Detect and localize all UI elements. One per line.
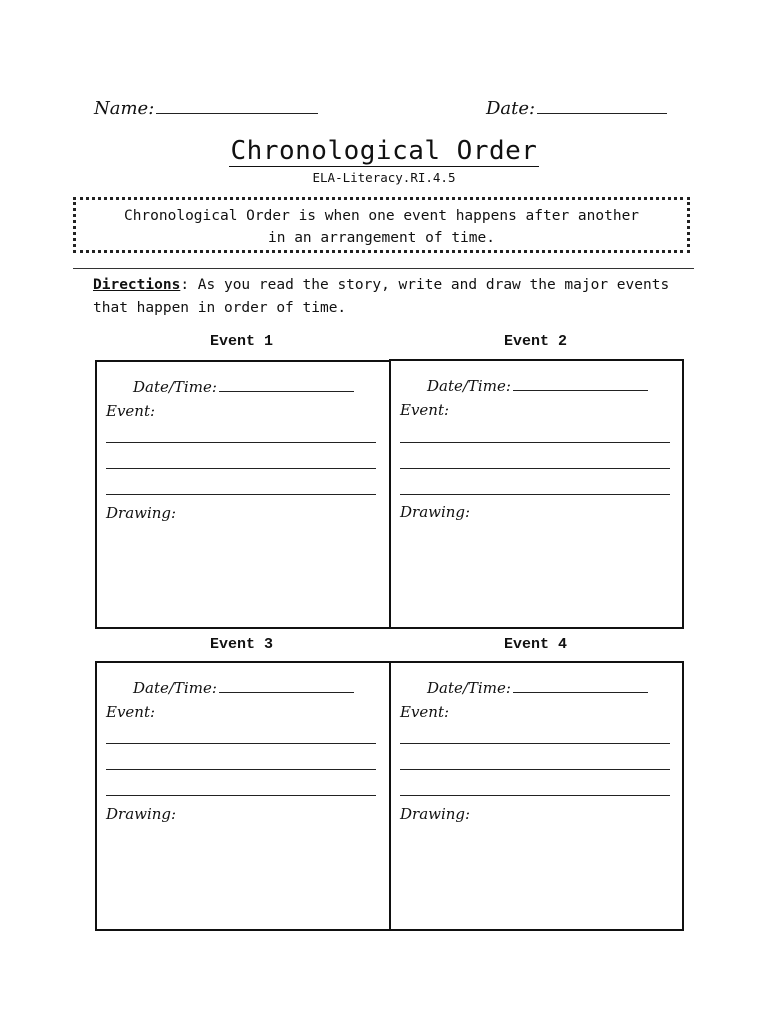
date-time-write-line[interactable] (219, 391, 354, 392)
event-write-line[interactable] (106, 795, 376, 796)
event-2-title: Event 2 (503, 333, 567, 350)
event-write-line[interactable] (400, 795, 670, 796)
date-time-label: Date/Time: (427, 679, 511, 697)
drawing-label: Drawing: (400, 503, 471, 521)
directions-label: Directions (93, 277, 181, 293)
drawing-label: Drawing: (400, 805, 471, 823)
event-3-box[interactable] (95, 661, 391, 931)
event-write-line[interactable] (400, 769, 670, 770)
date-time-label: Date/Time: (133, 679, 217, 697)
date-field[interactable] (486, 98, 667, 119)
name-label: Name: (94, 98, 155, 119)
event-4-title: Event 4 (503, 636, 567, 653)
directions (93, 274, 673, 320)
drawing-label: Drawing: (106, 504, 177, 522)
event-4-box[interactable] (389, 661, 684, 931)
event-label: Event: (106, 703, 156, 721)
event-label: Event: (400, 401, 450, 419)
date-time-label: Date/Time: (427, 377, 511, 395)
drawing-label: Drawing: (106, 805, 177, 823)
definition-box (73, 197, 690, 253)
event-write-line[interactable] (106, 442, 376, 443)
name-write-line[interactable] (156, 113, 318, 114)
event-write-line[interactable] (400, 494, 670, 495)
date-time-write-line[interactable] (219, 692, 354, 693)
event-3-title: Event 3 (209, 636, 273, 653)
date-time-write-line[interactable] (513, 692, 648, 693)
date-time-write-line[interactable] (513, 390, 648, 391)
event-2-box[interactable] (389, 359, 684, 629)
event-4-date-time[interactable] (427, 679, 648, 697)
event-label: Event: (400, 703, 450, 721)
event-write-line[interactable] (400, 743, 670, 744)
event-write-line[interactable] (106, 743, 376, 744)
date-label: Date: (486, 98, 536, 119)
event-write-line[interactable] (106, 769, 376, 770)
name-field[interactable] (94, 98, 318, 119)
directions-text: : As you read the story, write and draw the major events that happen in order of time. (93, 277, 670, 316)
event-write-line[interactable] (106, 468, 376, 469)
definition-line-1: Chronological Order is when one event happens after another (123, 208, 640, 224)
event-3-date-time[interactable] (133, 679, 354, 697)
date-write-line[interactable] (537, 113, 667, 114)
event-write-line[interactable] (106, 494, 376, 495)
event-1-title: Event 1 (209, 333, 273, 350)
worksheet-title-text: Chronological Order (230, 136, 538, 166)
definition-line-2: in an arrangement of time. (268, 230, 495, 246)
date-time-label: Date/Time: (133, 378, 217, 396)
event-write-line[interactable] (400, 442, 670, 443)
event-write-line[interactable] (400, 468, 670, 469)
worksheet-title (0, 136, 768, 166)
event-label: Event: (106, 402, 156, 420)
divider (73, 268, 694, 269)
event-1-box[interactable] (95, 360, 391, 629)
event-2-date-time[interactable] (427, 377, 648, 395)
standard-code: ELA-Literacy.RI.4.5 (312, 170, 456, 185)
event-1-date-time[interactable] (133, 378, 354, 396)
